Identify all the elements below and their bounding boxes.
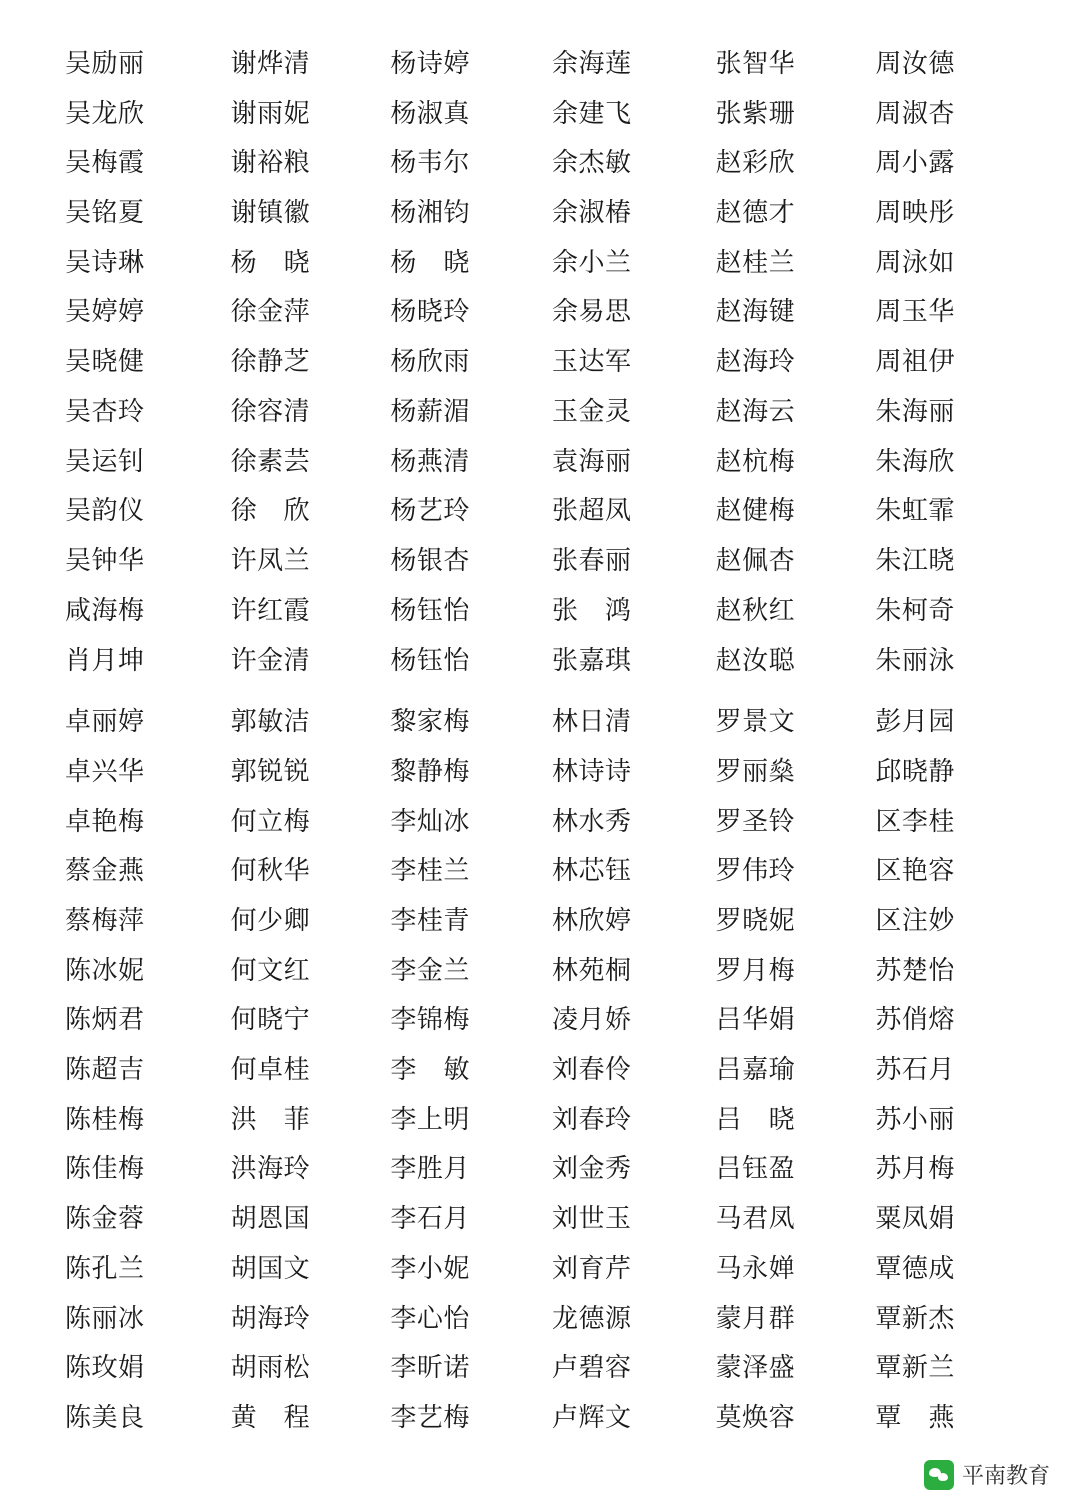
name-cell: 陈美良 xyxy=(65,1402,145,1433)
name-cell: 张超凤 xyxy=(552,496,632,527)
name-cell: 卢辉文 xyxy=(552,1402,632,1433)
name-cell: 罗月梅 xyxy=(715,955,796,986)
name-cell: 朱丽泳 xyxy=(875,646,955,677)
name-cell: 杨 晓 xyxy=(230,247,311,278)
name-cell: 谢裕粮 xyxy=(230,148,311,179)
name-cell: 杨淑真 xyxy=(390,98,470,129)
name-cell: 邱晓静 xyxy=(875,756,955,787)
name-cell: 蒙泽盛 xyxy=(715,1353,796,1384)
name-cell: 莫焕容 xyxy=(715,1402,796,1433)
name-cell: 周映彤 xyxy=(875,198,955,229)
name-cell: 李昕诺 xyxy=(390,1353,470,1384)
name-cell: 张智华 xyxy=(715,49,796,79)
name-cell: 陈佳梅 xyxy=(65,1154,145,1185)
name-cell: 朱江晓 xyxy=(875,545,955,576)
name-cell: 杨燕清 xyxy=(390,446,470,477)
name-cell: 林欣婷 xyxy=(552,906,632,936)
name-cell: 苏俏熔 xyxy=(875,1005,955,1036)
name-cell: 赵彩欣 xyxy=(715,148,796,179)
name-cell: 徐素芸 xyxy=(230,446,311,477)
name-cell: 陈冰妮 xyxy=(65,955,145,986)
name-cell: 袁海丽 xyxy=(552,446,632,477)
name-cell: 覃 燕 xyxy=(875,1402,955,1433)
name-cell: 胡国文 xyxy=(230,1253,311,1284)
name-cell: 杨晓玲 xyxy=(390,297,470,328)
name-cell: 吕嘉瑜 xyxy=(715,1055,796,1086)
name-cell: 杨欣雨 xyxy=(390,347,470,378)
name-cell: 陈金蓉 xyxy=(65,1204,145,1235)
name-cell: 卓艳梅 xyxy=(65,806,145,837)
name-cell: 胡海玲 xyxy=(230,1303,311,1334)
name-cell: 赵秋红 xyxy=(715,595,796,626)
name-cell: 玉金灵 xyxy=(552,396,632,427)
name-cell: 余建飞 xyxy=(552,98,632,129)
name-cell: 蔡梅萍 xyxy=(65,906,145,936)
name-cell: 李胜月 xyxy=(390,1154,470,1185)
name-cell: 龙德源 xyxy=(552,1303,632,1334)
name-cell: 余淑椿 xyxy=(552,198,632,229)
name-cell: 何晓宁 xyxy=(230,1005,311,1036)
name-cell: 陈玫娟 xyxy=(65,1353,145,1384)
name-cell: 刘金秀 xyxy=(552,1154,632,1185)
name-cell: 陈炳君 xyxy=(65,1005,145,1036)
name-cell: 吴励丽 xyxy=(65,49,145,79)
name-cell: 李锦梅 xyxy=(390,1005,470,1036)
name-cell: 蒙月群 xyxy=(715,1303,796,1334)
name-cell: 余小兰 xyxy=(552,247,632,278)
name-cell: 谢烨清 xyxy=(230,49,311,79)
name-cell: 吴铭夏 xyxy=(65,198,145,229)
name-cell: 吴婷婷 xyxy=(65,297,145,328)
name-cell: 杨湘钧 xyxy=(390,198,470,229)
name-cell: 刘世玉 xyxy=(552,1204,632,1235)
name-cell: 许金清 xyxy=(230,646,311,677)
name-cell: 徐金萍 xyxy=(230,297,311,328)
name-cell: 徐静芝 xyxy=(230,347,311,378)
name-cell: 苏石月 xyxy=(875,1055,955,1086)
name-cell: 周玉华 xyxy=(875,297,955,328)
name-cell: 赵佩杏 xyxy=(715,545,796,576)
name-cell: 谢雨妮 xyxy=(230,98,311,129)
name-cell: 卢碧容 xyxy=(552,1353,632,1384)
name-cell: 何立梅 xyxy=(230,806,311,837)
name-cell: 覃德成 xyxy=(875,1253,955,1284)
name-cell: 蔡金燕 xyxy=(65,856,145,887)
name-cell: 覃新兰 xyxy=(875,1353,955,1384)
name-cell: 赵海云 xyxy=(715,396,796,427)
name-cell: 李小妮 xyxy=(390,1253,470,1284)
name-cell: 余杰敏 xyxy=(552,148,632,179)
name-cell: 李灿冰 xyxy=(390,806,470,837)
name-cell: 吕华娟 xyxy=(715,1005,796,1036)
name-cell: 苏月梅 xyxy=(875,1154,955,1185)
name-cell: 朱柯奇 xyxy=(875,595,955,626)
name-cell: 李金兰 xyxy=(390,955,470,986)
name-cell: 杨薪湄 xyxy=(390,396,470,427)
name-cell: 咸海梅 xyxy=(65,595,145,626)
name-cell: 李桂青 xyxy=(390,906,470,936)
name-cell: 周小露 xyxy=(875,148,955,179)
name-cell: 苏楚怡 xyxy=(875,955,955,986)
name-cell: 周汝德 xyxy=(875,49,955,79)
name-cell: 卓兴华 xyxy=(65,756,145,787)
name-cell: 何少卿 xyxy=(230,906,311,936)
name-cell: 林芯钰 xyxy=(552,856,632,887)
name-cell: 李桂兰 xyxy=(390,856,470,887)
name-cell: 吕 晓 xyxy=(715,1104,796,1135)
name-cell: 赵海键 xyxy=(715,297,796,328)
name-cell: 杨 晓 xyxy=(390,247,470,278)
wechat-logo-icon xyxy=(924,1460,954,1490)
watermark xyxy=(924,1459,1050,1490)
name-cell: 区注妙 xyxy=(875,906,955,936)
name-cell: 何卓桂 xyxy=(230,1055,311,1086)
name-cell: 徐 欣 xyxy=(230,496,311,527)
name-cell: 李 敏 xyxy=(390,1055,470,1086)
name-cell: 杨艺玲 xyxy=(390,496,470,527)
name-cell: 卓丽婷 xyxy=(65,707,145,738)
name-cell: 黎家梅 xyxy=(390,707,470,738)
name-cell: 罗丽燊 xyxy=(715,756,796,787)
name-cell: 罗景文 xyxy=(715,707,796,738)
name-cell: 周淑杏 xyxy=(875,98,955,129)
name-cell: 洪 菲 xyxy=(230,1104,311,1135)
name-cell: 玉达军 xyxy=(552,347,632,378)
name-cell: 凌月娇 xyxy=(552,1005,632,1036)
name-cell: 朱海欣 xyxy=(875,446,955,477)
name-cell: 张 鸿 xyxy=(552,595,632,626)
name-cell: 陈孔兰 xyxy=(65,1253,145,1284)
name-cell: 余易思 xyxy=(552,297,632,328)
name-cell: 许红霞 xyxy=(230,595,311,626)
name-cell: 林苑桐 xyxy=(552,955,632,986)
name-cell: 覃新杰 xyxy=(875,1303,955,1334)
name-cell: 罗圣铃 xyxy=(715,806,796,837)
name-cell: 陈桂梅 xyxy=(65,1104,145,1135)
name-cell: 刘育芹 xyxy=(552,1253,632,1284)
name-cell: 张紫珊 xyxy=(715,98,796,129)
name-cell: 朱虹霏 xyxy=(875,496,955,527)
name-cell: 吴龙欣 xyxy=(65,98,145,129)
name-cell: 郭敏洁 xyxy=(230,707,311,738)
name-cell: 吕钰盈 xyxy=(715,1154,796,1185)
name-cell: 何文红 xyxy=(230,955,311,986)
name-cell: 杨钰怡 xyxy=(390,646,470,677)
name-cell: 吴梅霞 xyxy=(65,148,145,179)
name-cell: 杨韦尔 xyxy=(390,148,470,179)
name-cell: 粟凤娟 xyxy=(875,1204,955,1235)
name-cell: 胡恩国 xyxy=(230,1204,311,1235)
name-cell: 洪海玲 xyxy=(230,1154,311,1185)
name-cell: 何秋华 xyxy=(230,856,311,887)
name-cell: 杨钰怡 xyxy=(390,595,470,626)
name-cell: 赵汝聪 xyxy=(715,646,796,677)
name-cell: 肖月坤 xyxy=(65,646,145,677)
name-cell: 马永婵 xyxy=(715,1253,796,1284)
name-cell: 李上明 xyxy=(390,1104,470,1135)
name-cell: 郭锐锐 xyxy=(230,756,311,787)
name-cell: 陈超吉 xyxy=(65,1055,145,1086)
name-cell: 区李桂 xyxy=(875,806,955,837)
name-cell: 赵健梅 xyxy=(715,496,796,527)
name-cell: 林诗诗 xyxy=(552,756,632,787)
name-cell: 周泳如 xyxy=(875,247,955,278)
name-cell: 刘春玲 xyxy=(552,1104,632,1135)
name-cell: 区艳容 xyxy=(875,856,955,887)
name-cell: 马君凤 xyxy=(715,1204,796,1235)
name-cell: 余海莲 xyxy=(552,49,632,79)
name-cell: 林日清 xyxy=(552,707,632,738)
name-cell: 张春丽 xyxy=(552,545,632,576)
name-cell: 胡雨松 xyxy=(230,1353,311,1384)
name-cell: 徐容清 xyxy=(230,396,311,427)
name-cell: 李艺梅 xyxy=(390,1402,470,1433)
name-cell: 张嘉琪 xyxy=(552,646,632,677)
name-cell: 赵德才 xyxy=(715,198,796,229)
name-cell: 杨银杏 xyxy=(390,545,470,576)
name-cell: 刘春伶 xyxy=(552,1055,632,1086)
name-cell: 赵海玲 xyxy=(715,347,796,378)
name-cell: 朱海丽 xyxy=(875,396,955,427)
name-cell: 吴晓健 xyxy=(65,347,145,378)
name-cell: 谢镇徽 xyxy=(230,198,311,229)
name-cell: 李心怡 xyxy=(390,1303,470,1334)
name-cell: 周祖伊 xyxy=(875,347,955,378)
name-cell: 赵桂兰 xyxy=(715,247,796,278)
name-cell: 赵杭梅 xyxy=(715,446,796,477)
name-cell: 吴钟华 xyxy=(65,545,145,576)
name-cell: 陈丽冰 xyxy=(65,1303,145,1334)
name-cell: 黎静梅 xyxy=(390,756,470,787)
name-list-grid xyxy=(55,40,1025,1444)
name-cell: 苏小丽 xyxy=(875,1104,955,1135)
name-cell: 吴运钊 xyxy=(65,446,145,477)
name-cell: 李石月 xyxy=(390,1204,470,1235)
watermark-label: 平南教育 xyxy=(961,1464,1050,1489)
name-cell: 吴诗琳 xyxy=(65,247,145,278)
name-cell: 许凤兰 xyxy=(230,545,311,576)
name-cell: 彭月园 xyxy=(875,707,955,738)
name-cell: 杨诗婷 xyxy=(390,49,470,79)
name-cell: 罗伟玲 xyxy=(715,856,796,887)
name-cell: 吴杏玲 xyxy=(65,396,145,427)
name-cell: 罗晓妮 xyxy=(715,906,796,936)
name-cell: 黄 程 xyxy=(230,1402,311,1433)
name-cell: 吴韵仪 xyxy=(65,496,145,527)
name-cell: 林水秀 xyxy=(552,806,632,837)
